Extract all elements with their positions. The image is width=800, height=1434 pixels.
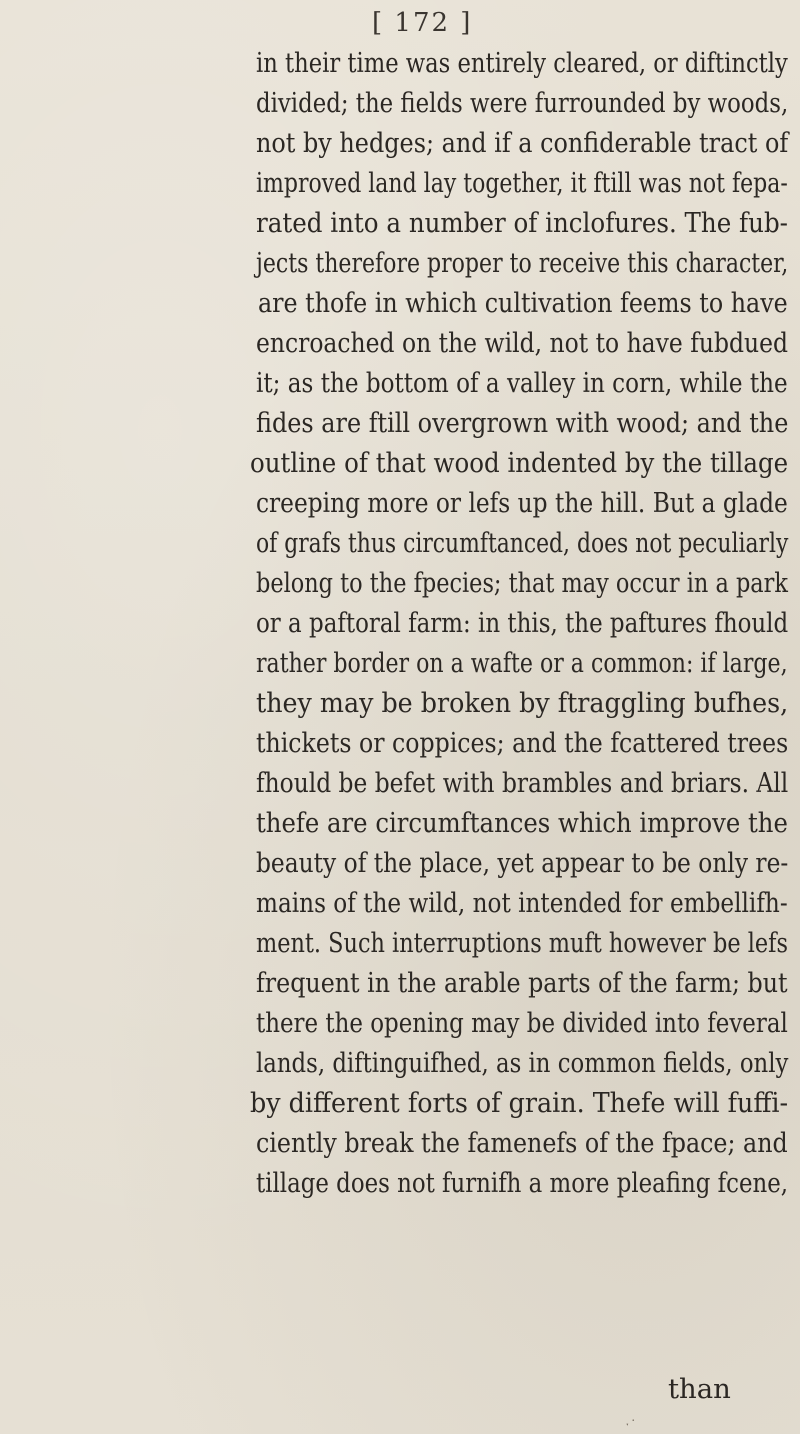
text-line: divided; the fields were furrounded by woods, bbox=[256, 87, 789, 119]
text-line: fides are ftill overgrown with wood; and the bbox=[256, 407, 789, 439]
text-line: fhould be befet with brambles and briars. All bbox=[256, 767, 789, 799]
text-line: in their time was entirely cleared, or diftinctly bbox=[256, 47, 788, 79]
text-line: of grafs thus circumftanced, does not peculiarly bbox=[256, 527, 789, 559]
text-line: it; as the bottom of a valley in corn, while the bbox=[256, 367, 788, 399]
text-line: are thofe in which cultivation feems to have bbox=[258, 287, 788, 319]
text-line: encroached on the wild, not to have fubdued bbox=[256, 327, 789, 359]
text-line: thefe are circumftances which improve the bbox=[256, 807, 788, 839]
text-line: jects therefore proper to receive this character, bbox=[256, 247, 789, 279]
text-line: beauty of the place, yet appear to be only re- bbox=[256, 847, 789, 879]
text-line: creeping more or lefs up the hill. But a glade bbox=[256, 487, 788, 519]
text-line: they may be broken by ftraggling bufhes, bbox=[256, 687, 789, 719]
text-line: thickets or coppices; and the fcattered trees bbox=[256, 727, 789, 759]
text-line: there the opening may be divided into feveral bbox=[256, 1007, 788, 1039]
text-line: rated into a number of inclofures. The fub- bbox=[256, 207, 788, 239]
text-line: frequent in the arable parts of the farm; but bbox=[256, 967, 788, 999]
text-line: mains of the wild, not intended for embellifh- bbox=[256, 887, 788, 919]
text-line: improved land lay together, it ftill was not fepa- bbox=[256, 167, 788, 199]
text-line: tillage does not furnifh a more pleafing fcene, bbox=[256, 1167, 788, 1199]
text-line: belong to the fpecies; that may occur in a park bbox=[256, 567, 788, 599]
text-line: outline of that wood indented by the tillage bbox=[250, 447, 789, 479]
page-number-header: [ 172 ] bbox=[372, 8, 473, 38]
text-line: rather border on a wafte or a common: if large, bbox=[256, 647, 788, 679]
text-line: by different forts of grain. Thefe will fuffi- bbox=[250, 1087, 789, 1119]
text-line: lands, diftinguifhed, as in common fields, only bbox=[256, 1047, 789, 1079]
text-line: or a paftoral farm: in this, the paftures fhould bbox=[256, 607, 789, 639]
text-line: not by hedges; and if a confiderable tract of bbox=[256, 127, 789, 159]
text-line: ment. Such interruptions muft however be lefs bbox=[256, 927, 788, 959]
catchword: than bbox=[668, 1373, 731, 1405]
text-line: ciently break the famenefs of the fpace; and bbox=[256, 1127, 788, 1159]
ink-speck-icon: ˑ˙ bbox=[625, 1418, 637, 1434]
